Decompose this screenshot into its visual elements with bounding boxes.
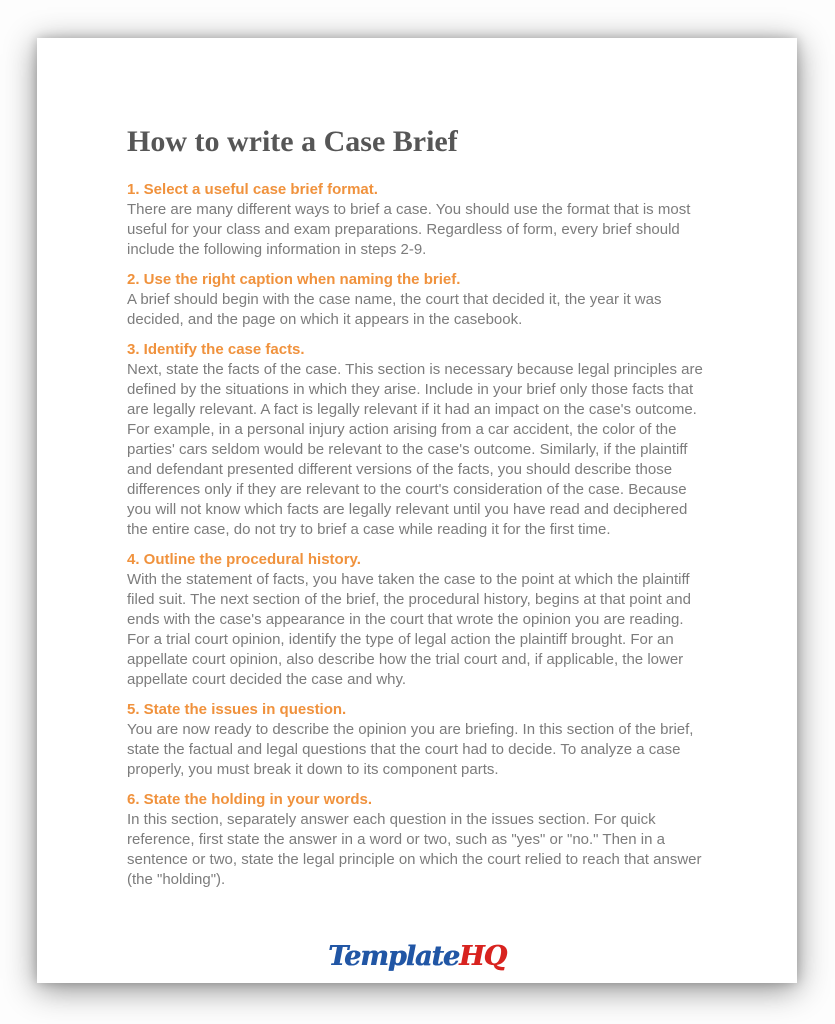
section-body: Next, state the facts of the case. This section is necessary because legal principles are defined by the situations in which they arise. Include in your brief only those facts that are legally relevant. A fact is legally relevant if it had an impact on the case's outcome. For example, in a personal injury action arising from a car accident, the color of the parties' cars seldom would be relevant to the case's outcome. Similarly, if the plaintiff and defendant presented different versions of the facts, you should describe those differences only if they are relevant to the court's consideration of the case. Because you will not know which facts are legally relevant until you have read and deciphered the entire case, do not try to brief a case while reading it for the first time.: [127, 361, 703, 538]
document-page: [37, 38, 797, 983]
section-issues-in-question: [127, 700, 710, 780]
logo-text-hq: HQ: [459, 941, 507, 972]
section-heading: 3. Identify the case facts.: [127, 341, 305, 358]
section-body: In this section, separately answer each question in the issues section. For quick reference, first state the answer in a word or two, such as "yes" or "no." Then in a sentence or two, state the legal principle on which the court relied to reach that answer (the "holding").: [127, 811, 702, 888]
section-body: A brief should begin with the case name, the court that decided it, the year it was decided, and the page on which it appears in the casebook.: [127, 291, 662, 328]
section-heading: 4. Outline the procedural history.: [127, 551, 361, 568]
section-heading: 2. Use the right caption when naming the brief.: [127, 271, 461, 288]
section-heading: 5. State the issues in question.: [127, 701, 347, 718]
section-body: You are now ready to describe the opinion you are briefing. In this section of the brief, state the factual and legal questions that the court had to decide. To analyze a case properly, you must break it down to its component parts.: [127, 721, 694, 778]
templatehq-logo: [37, 942, 797, 972]
page-title: How to write a Case Brief: [127, 125, 458, 158]
section-body: There are many different ways to brief a case. You should use the format that is most useful for your class and exam preparations. Regardless of form, every brief should include the following information in steps 2-9.: [127, 201, 691, 258]
section-heading: 1. Select a useful case brief format.: [127, 181, 378, 198]
section-body: With the statement of facts, you have taken the case to the point at which the plaintiff filed suit. The next section of the brief, the procedural history, begins at that point and ends with the case's appearance in the court that wrote the opinion you are reading. For a trial court opinion, identify the type of legal action the plaintiff brought. For an appellate court opinion, also describe how the trial court and, if applicable, the lower appellate court decided the case and why.: [127, 571, 691, 688]
section-state-holding: [127, 790, 710, 890]
section-heading: 6. State the holding in your words.: [127, 791, 373, 808]
section-procedural-history: [127, 550, 710, 690]
logo-text-template: Template: [327, 941, 459, 972]
section-select-format: [127, 180, 710, 260]
section-right-caption: [127, 270, 710, 330]
section-identify-facts: [127, 340, 710, 540]
